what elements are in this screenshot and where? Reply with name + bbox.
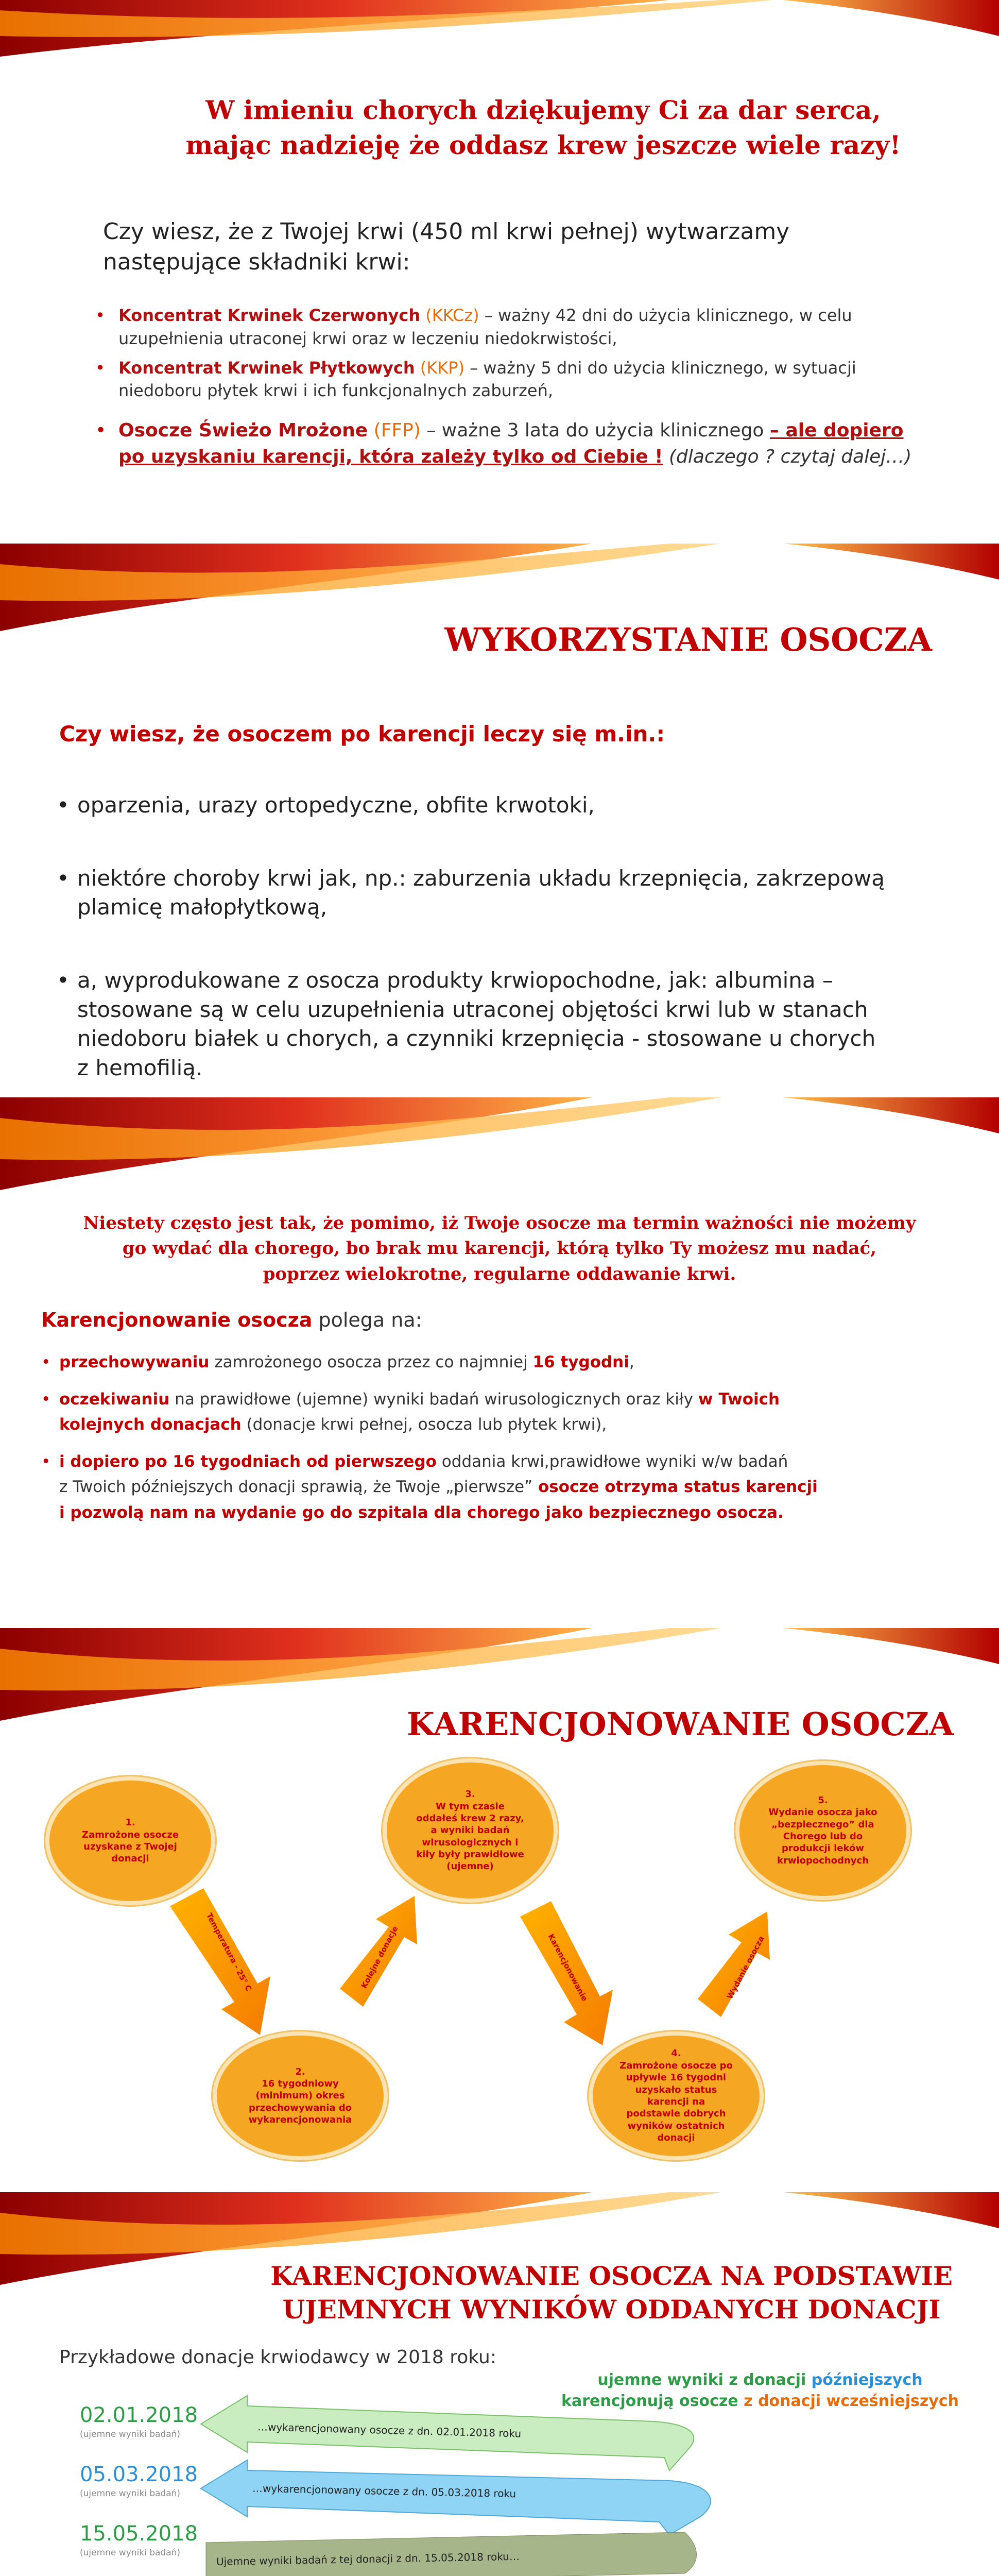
list-item: • oparzenia, urazy ortopedyczne, obfite krwotoki, <box>57 791 942 820</box>
slide-quarantine-explained <box>0 1097 999 1613</box>
list-item: • niektóre choroby krwi jak, np.: zaburzenia układu krzepnięcia, zakrzepową plamicę małopłytkową, <box>57 864 942 922</box>
slide-quarantine-diagram <box>0 1628 999 2169</box>
arrow-label: Wydanie osocza <box>725 1934 766 2001</box>
heading-line: W imieniu chorych dziękujemy Ci za dar serca, <box>205 95 881 125</box>
band-label: …wykarencjonowany osocze z dn. 02.01.2018 roku <box>257 2420 522 2440</box>
slide-title: KARENCJONOWANIE OSOCZA NA PODSTAWIE UJEMNYCH WYNIKÓW ODDANYCH DONACJI <box>270 2261 953 2325</box>
timeline-legend: ujemne wyniki z donacji późniejszych karencjonują osocze z donacji wcześniejszych <box>561 2371 959 2410</box>
donation-date-note: (ujemne wyniki badań) <box>80 2488 181 2499</box>
slide-plasma-use <box>0 544 999 1079</box>
step-circle-3: 3. W tym czasie oddałeś krew 2 razy, a wyniki badań wirusologicznych i kiły były prawidłowe (ujemne) <box>381 1757 559 1904</box>
notice-text: Niestety często jest tak, że pomimo, iż Twoje osocze ma termin ważności nie możemy go wydać dla chorego, bo brak mu karencji, którą tylko Ty możesz mu nadać, poprzez wielokrotne, regularne oddawanie krwi. <box>83 1213 916 1284</box>
band-label: Ujemne wyniki badań z tej donacji z dn. 15.05.2018 roku… <box>216 2550 520 2568</box>
list-item-kkp: • Koncentrat Krwinek Płytkowych (KKP) – ważny 5 dni do użycia klinicznego, w sytuacji niedoboru płytek krwi i ich funkcjonalnych zaburzeń, <box>95 357 940 403</box>
components-list <box>95 304 940 470</box>
donation-date-note: (ujemne wyniki badań) <box>80 2548 181 2558</box>
arrow-label: Kolejne donacje <box>359 1924 400 1990</box>
bullet-icon: • <box>41 1452 51 1471</box>
intro-text <box>103 216 789 278</box>
donation-date: 02.01.2018 <box>80 2403 198 2427</box>
bullet-icon: • <box>57 968 70 993</box>
arrow-down-1 <box>170 1888 270 2035</box>
step-circle-1: 1. Zamrożone osocze uzyskane z Twojej donacji <box>44 1775 217 1907</box>
bullet-icon: • <box>95 420 107 442</box>
list-item: • a, wyprodukowane z osocza produkty krwiopochodne, jak: albumina – stosowane są w celu uzupełnienia utraconej objętości krwi lub w stanach niedoboru białek u chorych, a czynniki krzepnięcia - stosowane u chorych z hemofilią. <box>57 966 942 1079</box>
step-circle-2: 2. 16 tygodniowy (minimum) okres przechowywania do wykarencjonowania <box>211 2030 389 2162</box>
list-item: • przechowywaniu zamrożonego osocza przez co najmniej 16 tygodni, <box>41 1350 968 1376</box>
arrow-label: Temperatura - 25° C <box>204 1911 254 1993</box>
arrow-label: Karencjonowanie <box>546 1932 590 2003</box>
donation-date-note: (ujemne wyniki badań) <box>80 2429 181 2439</box>
band-label: …wykarencjonowany osocze z dn. 05.03.2018 roku <box>252 2482 516 2500</box>
bullet-icon: • <box>57 792 70 818</box>
intro-line: następujące składniki krwi: <box>103 249 410 276</box>
bullet-icon: • <box>95 306 105 325</box>
slide-thank-you <box>0 0 999 520</box>
arrow-up-4 <box>698 1911 770 2017</box>
donation-date: 15.05.2018 <box>80 2522 198 2546</box>
bullet-icon: • <box>41 1389 51 1409</box>
slide-quarantine-timeline <box>0 2192 999 2576</box>
slide-title: KARENCJONOWANIE OSOCZA <box>407 1705 954 1743</box>
decorative-corner <box>783 0 999 46</box>
examples-label: Przykładowe donacje krwiodawcy w 2018 roku: <box>59 2347 496 2368</box>
question-text: Czy wiesz, że osoczem po karencji leczy się m.in.: <box>59 721 665 747</box>
bullet-icon: • <box>57 865 70 891</box>
step-circle-5: 5. Wydanie osocza jako „bezpiecznego” dla Chorego lub do produkcji leków krwiopochodnych <box>734 1759 912 1902</box>
intro-line: Czy wiesz, że z Twojej krwi (450 ml krwi pełnej) wytwarzamy <box>103 218 790 245</box>
timeline-ribbon <box>0 2192 999 2576</box>
donation-date: 05.03.2018 <box>80 2463 198 2486</box>
lead-text: Karencjonowanie osocza polega na: <box>41 1309 422 1331</box>
heading-line: mając nadzieję że oddasz krew jeszcze wiele razy! <box>185 129 901 160</box>
decorative-corner <box>783 544 999 590</box>
list-item-ffp: • Osocze Świeżo Mrożone (FFP) – ważne 3 lata do użycia klinicznego – ale dopiero po uzyskaniu karencji, która zależy tylko od Ciebie ! (dlaczego ? czytaj dalej…) <box>95 418 940 470</box>
list-item: • oczekiwaniu na prawidłowe (ujemne) wyniki badań wirusologicznych oraz kiły w Twoich kolejnych donacjach (donacje krwi pełnej, osocza lub płytek krwi), <box>41 1387 968 1438</box>
process-list <box>41 1350 968 1526</box>
list-item: • i dopiero po 16 tygodniach od pierwszego oddania krwi,prawidłowe wyniki w/w badań z Twoich późniejszych donacji sprawią, że Twoje „pierwsze” osocze otrzyma status karencji i pozwolą nam na wydanie go do szpitala dla chorego jako bezpiecznego osocza. <box>41 1449 968 1526</box>
thank-you-heading <box>0 93 999 162</box>
list-item-kkcz: • Koncentrat Krwinek Czerwonych (KKCz) – ważny 42 dni do użycia klinicznego, w celu uzupełnienia utraconej krwi oraz w leczeniu niedokrwistości, <box>95 304 940 350</box>
bullet-icon: • <box>95 358 105 378</box>
step-circle-4: 4. Zamrożone osocze po upływie 16 tygodni uzyskało status karencji na podstawie dobrych wyników ostatnich donacji <box>587 2030 765 2162</box>
usage-list <box>57 791 942 1079</box>
decorative-corner <box>783 1097 999 1144</box>
bullet-icon: • <box>41 1353 51 1371</box>
slide-title: WYKORZYSTANIE OSOCZA <box>444 621 932 658</box>
